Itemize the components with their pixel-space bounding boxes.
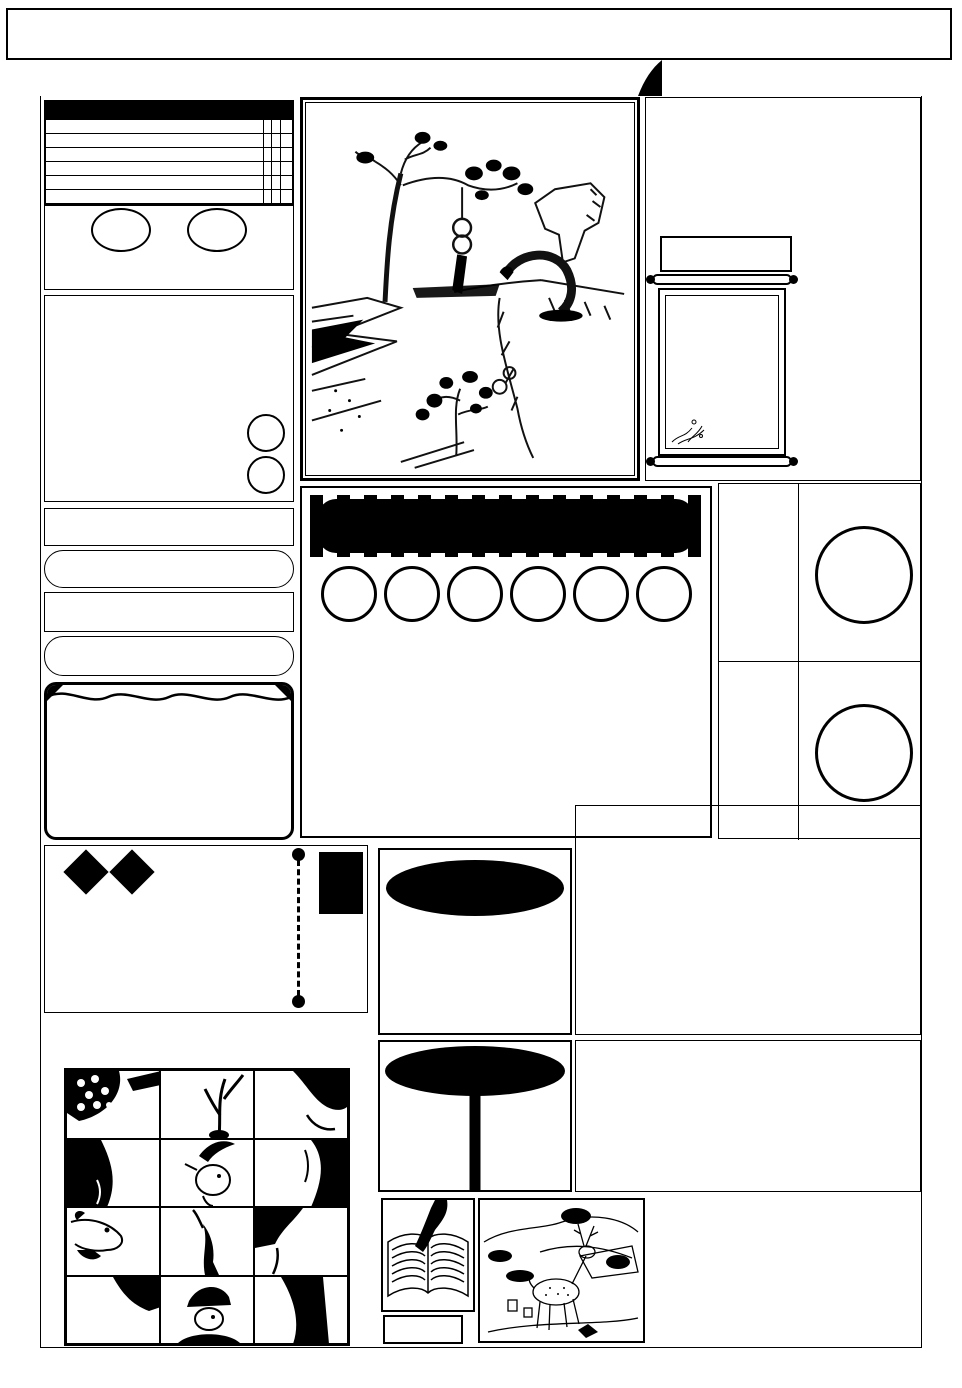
puzzle-piece	[66, 1207, 160, 1276]
big-double-heading	[576, 806, 920, 846]
puzzle-piece	[66, 1276, 160, 1345]
offer-value	[280, 134, 293, 148]
hot-value	[263, 176, 272, 190]
lucky-zodiac-row	[44, 550, 294, 588]
analysis-number	[321, 566, 377, 622]
masthead-header	[6, 8, 952, 60]
diamond-char	[109, 849, 154, 894]
riddle-illustration	[306, 103, 636, 477]
table-row	[45, 148, 293, 162]
analysis-number	[447, 566, 503, 622]
weak-value	[272, 190, 281, 205]
analysis-number	[573, 566, 629, 622]
computer-analysis-box	[300, 486, 712, 838]
cold-hot-box	[44, 205, 294, 290]
table-row	[45, 190, 293, 205]
appear-number	[815, 526, 913, 624]
big-double-box	[575, 805, 921, 1035]
masthead-block	[645, 97, 921, 481]
hot-value	[263, 134, 272, 148]
table-title	[45, 101, 293, 120]
marksix-right-strip	[922, 96, 962, 1346]
col-header-offer	[280, 120, 293, 134]
provide-number	[247, 456, 285, 494]
puzzle-piece	[160, 1207, 254, 1276]
weak-value	[272, 134, 281, 148]
total-score-badge	[386, 860, 564, 916]
latest-contribution-box	[44, 682, 294, 840]
hot-value	[263, 148, 272, 162]
col-header-hot	[263, 120, 272, 134]
deer-illustration-box	[478, 1198, 645, 1343]
deer-illustration	[480, 1200, 643, 1341]
lucky-colorwave-row	[44, 592, 294, 632]
puzzle-piece	[160, 1070, 254, 1139]
total-score-box	[378, 848, 572, 1035]
lucky-special-row	[44, 508, 294, 546]
riddle-illustration-box	[300, 97, 640, 481]
puzzle-piece	[254, 1070, 348, 1139]
analysis-banner	[310, 495, 702, 557]
puzzle-piece	[254, 1207, 348, 1276]
analysis-number	[384, 566, 440, 622]
special-code-box	[44, 295, 294, 502]
appear-number	[815, 704, 913, 802]
offer-value	[280, 148, 293, 162]
puzzle-piece	[66, 1139, 160, 1208]
analysis-title	[318, 499, 694, 553]
marksix-left-strip	[0, 96, 40, 1346]
offer-value	[280, 190, 293, 205]
hot-weak-number-table	[44, 100, 294, 205]
hot-value	[263, 190, 272, 205]
marksix-top-strip	[0, 62, 962, 95]
cold-hot-number	[187, 208, 247, 252]
lucky-waverange-row	[44, 636, 294, 676]
weak-value	[272, 176, 281, 190]
provide-number	[247, 414, 285, 452]
puzzle-piece	[254, 1276, 348, 1345]
table-row	[45, 176, 293, 190]
mystery-congrats-box	[44, 845, 368, 1013]
puzzle-piece	[160, 1139, 254, 1208]
analysis-number	[510, 566, 566, 622]
appearance-cell	[719, 484, 920, 662]
frame-line-left	[40, 96, 41, 1347]
weak-value	[272, 148, 281, 162]
treasure-map-title-box	[660, 236, 792, 272]
table-row	[45, 134, 293, 148]
puzzle-piece	[66, 1070, 160, 1139]
puzzle-piece	[254, 1139, 348, 1208]
tip-label	[319, 852, 363, 914]
weak-value	[272, 162, 281, 176]
page-curl-decoration	[636, 60, 662, 96]
zodiac-puzzle-grid	[64, 1068, 350, 1346]
treasure-scroll	[658, 288, 786, 456]
special-open-box	[378, 1040, 572, 1192]
diamond-char	[63, 849, 108, 894]
puzzle-piece	[160, 1276, 254, 1345]
special-open-badge	[385, 1046, 565, 1096]
hot-value	[263, 162, 272, 176]
scroll-roller-top	[652, 274, 792, 285]
col-header-door	[45, 120, 263, 134]
offer-value	[280, 162, 293, 176]
picture-solver-label	[383, 1315, 463, 1344]
offer-value	[280, 176, 293, 190]
wave-divider	[47, 688, 291, 704]
scroll-roller-bottom	[652, 456, 792, 467]
table-row	[45, 162, 293, 176]
appearance-count-box	[718, 483, 921, 839]
dashed-divider	[297, 860, 300, 996]
divider-bar	[470, 1094, 481, 1190]
book-pointer-box	[381, 1198, 475, 1312]
col-header-weak	[272, 120, 281, 134]
frame-line-right	[921, 96, 922, 1347]
frame-line-bottom	[40, 1347, 922, 1348]
special-open-text-box	[575, 1040, 921, 1192]
analysis-number	[636, 566, 692, 622]
cold-hot-number	[91, 208, 151, 252]
book-pointer-illustration	[383, 1200, 473, 1310]
scroll-sketch	[668, 412, 710, 446]
